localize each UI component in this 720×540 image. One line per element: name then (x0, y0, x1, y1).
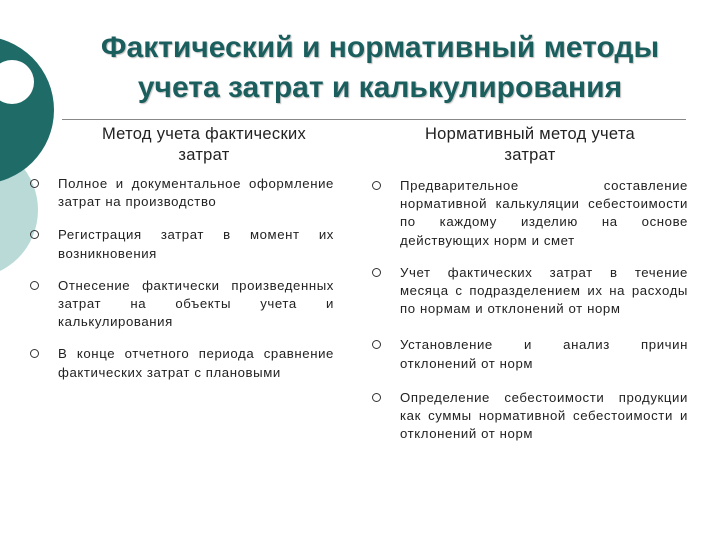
item-text: В конце отчетного периода сравнение фактических затрат с плановыми (58, 346, 334, 380)
list-item (372, 389, 688, 444)
bullet-icon (30, 281, 39, 290)
slide-title (60, 28, 700, 108)
item-text: Отнесение фактически произведенных затрат на объекты учета и калькулирования (58, 277, 334, 330)
item-text: Определение себестоимости продукции как суммы нормативной себестоимости и отклонений от норм (400, 389, 688, 442)
column-heading (66, 124, 342, 166)
column-heading (372, 124, 688, 166)
bullet-icon (30, 179, 39, 188)
bullet-icon (372, 268, 381, 277)
item-text: Предварительное составление нормативной калькуляции себестоимости по каждому изделию на основе действующих норм и смет (400, 178, 688, 248)
bullet-icon (372, 393, 381, 402)
list-item (30, 345, 342, 381)
list-item (372, 177, 688, 250)
list-item (30, 277, 342, 332)
bullet-icon (30, 230, 39, 239)
title-line-2: учета затрат и калькулирования (137, 71, 623, 104)
title-line-1: Фактический и нормативный методы (100, 31, 660, 64)
item-text: Полное и документальное оформление затрат на производство (58, 176, 334, 210)
bullet-icon (30, 349, 39, 358)
heading-line: Метод учета фактических (101, 125, 307, 143)
item-text: Регистрация затрат в момент их возникновения (58, 227, 334, 261)
item-text: Учет фактических затрат в течение месяца с подразделением их на расходы по нормам и отклонений от норм (400, 264, 688, 317)
bullet-icon (372, 181, 381, 190)
item-text: Установление и анализ причин отклонений от норм (400, 337, 688, 371)
list-item (30, 175, 342, 211)
normative-method-column (372, 124, 688, 443)
heading-line: Нормативный метод учета (424, 125, 636, 143)
title-divider (62, 119, 686, 120)
list-item (30, 226, 342, 262)
bullet-icon (372, 340, 381, 349)
actual-method-column (30, 124, 342, 382)
heading-line: затрат (504, 146, 556, 164)
list-item (372, 336, 688, 372)
list-item (372, 264, 688, 319)
heading-line: затрат (178, 146, 230, 164)
